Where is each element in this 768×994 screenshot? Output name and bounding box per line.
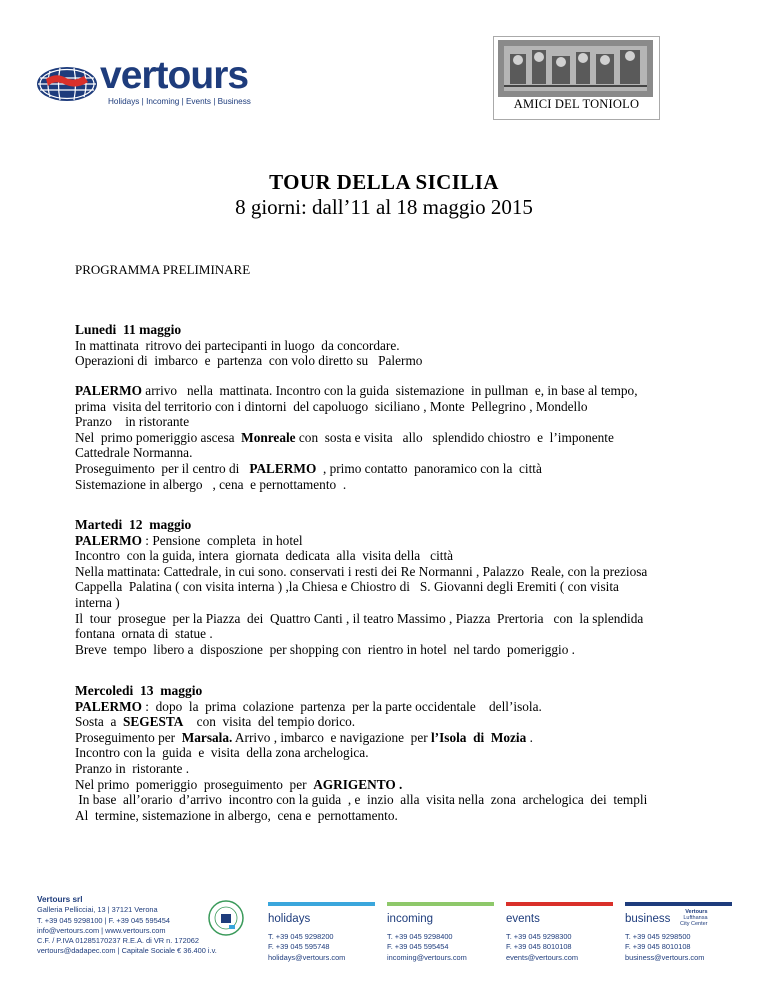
day-block-tuesday: [75, 517, 715, 657]
program-label: PROGRAMMA PRELIMINARE: [75, 262, 251, 277]
column-label: incoming: [387, 913, 434, 925]
color-bar: [387, 902, 494, 906]
fax: F. +39 045 595454: [387, 942, 449, 952]
badge-line: Lufthansa: [683, 915, 708, 921]
day-line: PALERMO : dopo la prima colazione partenza per la parte occidentale dell’isola.: [75, 698, 542, 714]
footer-column-holidays: [268, 902, 375, 963]
lufthansa-city-center-badge: [680, 909, 708, 927]
day-line: Nel primo pomeriggio ascesa Monreale con sosta e visita allo splendido chiostro e l’imponente: [75, 429, 614, 445]
color-bar: [625, 902, 732, 906]
day-line: prima visita del territorio con i dintorni del capoluogo siciliano , Monte Pellegrino , Mondello: [75, 398, 588, 414]
column-contacts: [268, 932, 375, 963]
email[interactable]: holidays@vertours.com: [268, 952, 346, 962]
fax: F. +39 045 8010108: [625, 942, 691, 952]
day-heading: Mercoledi 13 maggio: [75, 683, 203, 698]
day-block-wednesday: [75, 683, 715, 823]
day-line: In mattinata ritrovo dei partecipanti in luogo da concordare.: [75, 337, 400, 353]
day-line: Incontro con la guida e visita della zona archelogica.: [75, 745, 369, 761]
column-label: business: [625, 913, 671, 925]
page-footer: [0, 895, 768, 975]
certification-seal-icon: [207, 899, 245, 937]
day-heading: Lunedi 11 maggio: [75, 322, 182, 337]
column-contacts: [387, 932, 494, 963]
footer-column-incoming: [387, 902, 494, 963]
column-contacts: [506, 932, 613, 963]
day-line: Sistemazione in albergo , cena e pernottamento .: [75, 476, 347, 492]
color-bar: [268, 902, 375, 906]
phone: T. +39 045 9298300: [506, 932, 572, 941]
company-info: [37, 895, 217, 957]
email[interactable]: business@vertours.com: [625, 952, 705, 962]
footer-column-business: [625, 902, 732, 963]
day-line: Cappella Palatina ( con visita interna ) ,la Chiesa e Chiostro di S. Giovanni degli Eremiti ( con visita: [75, 579, 619, 595]
day-line: Nella mattinata: Cattedrale, in cui sono. conservati i resti dei Re Normanni , Palazzo Reale, con la preziosa: [75, 563, 648, 579]
day-line: Al termine, sistemazione in albergo, cena e pernottamento.: [75, 807, 398, 823]
day-line: Il tour prosegue per la Piazza dei Quattro Canti , il teatro Massimo , Piazza Prertoria con la splendida: [75, 610, 644, 626]
day-line: Breve tempo libero a disposzione per shopping con rientro in hotel nel tardo pomeriggio .: [75, 641, 575, 657]
day-line: PALERMO arrivo nella mattinata. Incontro con la guida sistemazione in pullman e, in base al tempo,: [75, 383, 638, 398]
company-vat: C.F. / P.IVA 01285170237 R.E.A. di VR n. 172062: [37, 936, 200, 946]
day-block-monday: [75, 322, 715, 369]
page-subtitle: 8 giorni: dall’11 al 18 maggio 2015: [235, 195, 533, 219]
day-line: interna ): [75, 594, 120, 610]
column-contacts: [625, 932, 732, 963]
partner-name: AMICI DEL TONIOLO: [513, 97, 640, 111]
fax: F. +39 045 595748: [268, 942, 330, 952]
day-line: Cattedrale Normanna.: [75, 445, 193, 461]
day-line: fontana ornata di statue .: [75, 626, 213, 642]
day-line: Operazioni di imbarco e partenza con volo diretto su Palermo: [75, 353, 423, 369]
relief-carving-image: [498, 40, 653, 97]
day-line: In base all’orario d’arrivo incontro con la guida , e inzio alla visita nella zona archelogica dei templi: [75, 792, 648, 808]
email[interactable]: events@vertours.com: [506, 952, 578, 962]
phone: T. +39 045 9298500: [625, 932, 691, 941]
company-pec: vertours@dadapec.com | Capitale Sociale € 36.400 i.v.: [37, 946, 217, 956]
email[interactable]: incoming@vertours.com: [387, 952, 467, 962]
day-heading: Martedi 12 maggio: [75, 517, 192, 532]
company-address: Galleria Pellicciai, 13 | 37121 Verona: [37, 905, 158, 915]
page-title: TOUR DELLA SICILIA: [269, 170, 499, 194]
amici-del-toniolo-logo: [493, 36, 660, 120]
day-line: Proseguimento per Marsala. Arrivo , imbarco e navigazione per l’Isola di Mozia .: [75, 729, 533, 745]
fax: F. +39 045 8010108: [506, 942, 572, 952]
day-line: PALERMO : Pensione completa in hotel: [75, 532, 303, 548]
column-label: holidays: [268, 913, 311, 925]
color-bar: [506, 902, 613, 906]
badge-line: Vertours: [685, 909, 708, 915]
day-line: Nel primo pomeriggio proseguimento per AGRIGENTO .: [75, 776, 403, 792]
day-line: Incontro con la guida, intera giornata dedicata alla visita della città: [75, 548, 454, 564]
company-web: info@vertours.com | www.vertours.com: [37, 925, 166, 935]
badge-line: City Center: [680, 921, 708, 927]
day-line: Proseguimento per il centro di PALERMO , primo contatto panoramico con la città: [75, 460, 542, 476]
company-name: Vertours srl: [37, 895, 83, 904]
phone: T. +39 045 9298400: [387, 932, 453, 941]
day-line: Pranzo in ristorante: [75, 414, 190, 430]
globe-icon: [36, 66, 98, 102]
company-phone: T. +39 045 9298100 | F. +39 045 595454: [37, 915, 171, 925]
day-line: Sosta a SEGESTA con visita del tempio dorico.: [75, 714, 356, 730]
palermo-arrival-block: [75, 383, 715, 492]
logo-tagline: Holidays | Incoming | Events | Business: [108, 97, 251, 106]
phone: T. +39 045 9298200: [268, 932, 334, 941]
logo-wordmark: vertours: [100, 54, 249, 97]
day-line: Pranzo in ristorante .: [75, 760, 190, 776]
column-label: events: [506, 913, 540, 925]
footer-column-events: [506, 902, 613, 963]
